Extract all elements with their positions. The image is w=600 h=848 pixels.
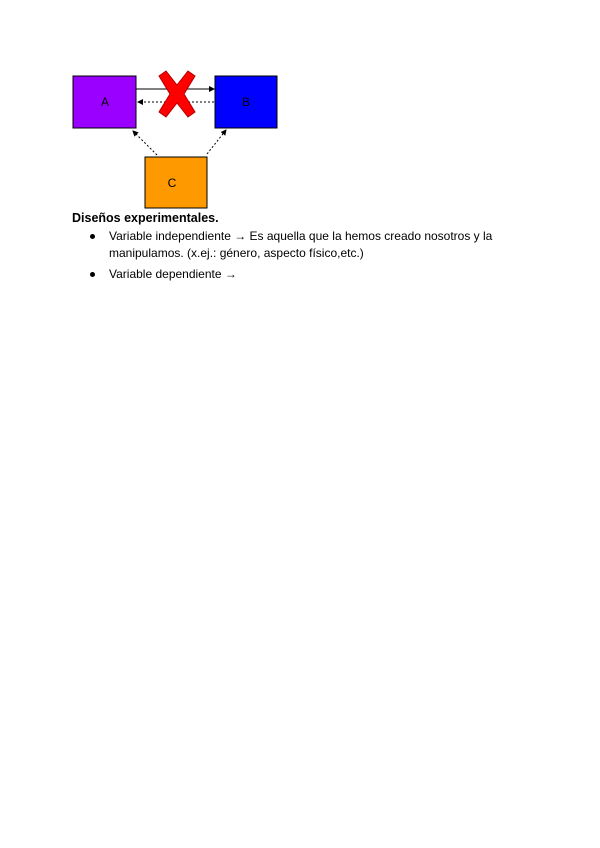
- bullet-icon: [90, 234, 95, 239]
- list-item: [90, 266, 530, 283]
- node-b-label: B: [241, 95, 251, 109]
- edge-c-to-a: [133, 131, 157, 155]
- edge-c-to-b: [207, 130, 226, 154]
- node-a-label: A: [100, 95, 110, 109]
- section-heading: Diseños experimentales.: [72, 211, 219, 225]
- list-item-text: Variable dependiente →: [109, 267, 237, 281]
- variables-diagram: [0, 0, 600, 215]
- list-item: [90, 228, 530, 262]
- bullet-icon: [90, 272, 95, 277]
- variables-list: [90, 228, 530, 287]
- cross-mark-icon: [159, 71, 195, 117]
- node-c-label: C: [167, 176, 177, 190]
- list-item-text: Variable independiente → Es aquella que la hemos creado nosotros y la manipulamos. (x.ej.: género, aspecto físico,etc.): [109, 229, 493, 260]
